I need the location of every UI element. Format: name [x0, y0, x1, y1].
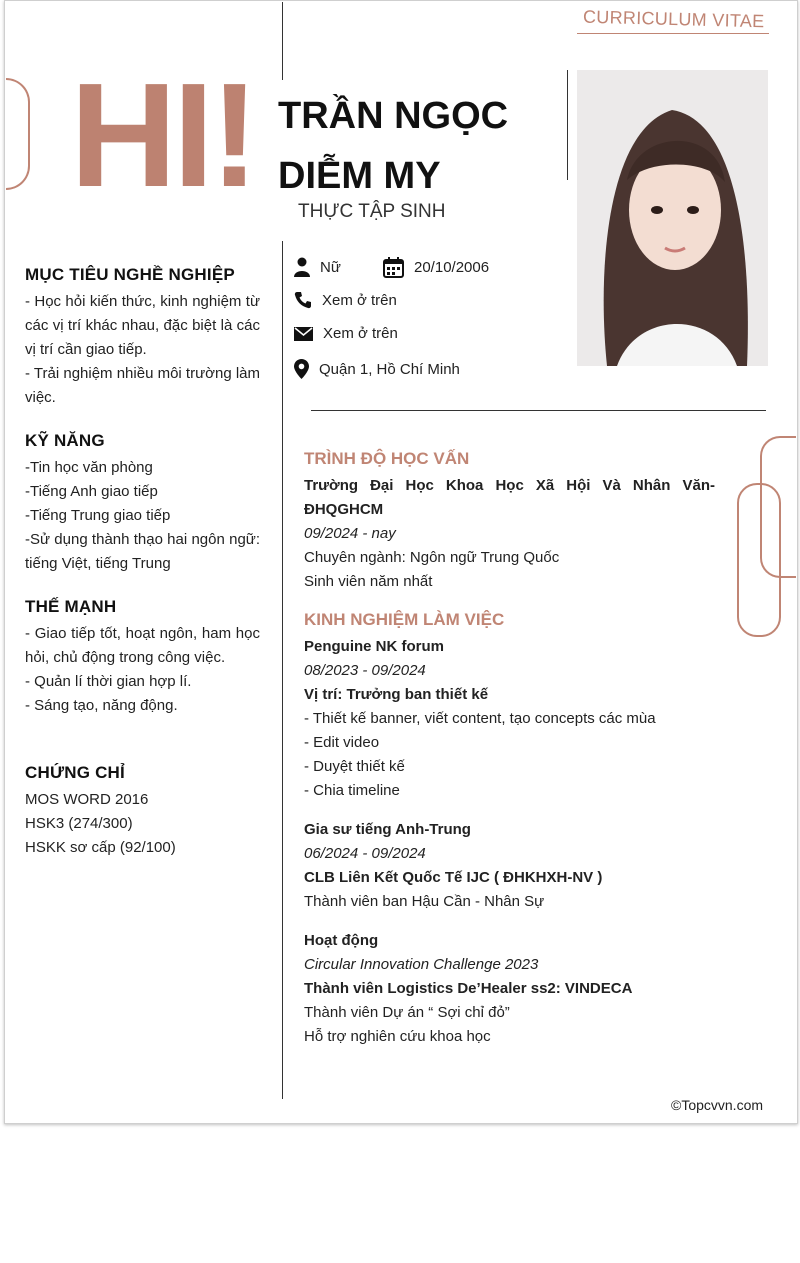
email-value: Xem ở trên — [323, 325, 398, 342]
strength-item: - Quản lí thời gian hợp lí. — [25, 673, 192, 690]
job2-org: CLB Liên Kết Quốc Tế IJC ( ĐHKHXH-NV ) — [304, 869, 603, 886]
address-row — [294, 359, 460, 379]
calendar-icon — [383, 257, 404, 278]
certificate-item: HSK3 (274/300) — [25, 815, 133, 832]
footer-credit: ©Topcvvn.com — [671, 1097, 764, 1113]
section-objective — [25, 263, 260, 410]
education-year: Sinh viên năm nhất — [304, 573, 433, 590]
activities-role: Thành viên Dự án “ Sợi chỉ đỏ” — [304, 1004, 510, 1021]
job1-task: - Edit video — [304, 734, 380, 751]
job2-role: Thành viên ban Hậu Cần - Nhân Sự — [304, 893, 545, 910]
job1-task: - Duyệt thiết kế — [304, 758, 405, 775]
phone-icon — [294, 291, 312, 309]
name-line-1: TRẦN NGỌC — [278, 95, 509, 137]
job2-period: 06/2024 - 09/2024 — [304, 845, 426, 862]
section-education — [304, 447, 715, 594]
job1-position: Vị trí: Trưởng ban thiết kế — [304, 686, 489, 703]
experience-title: KINH NGHIỆM LÀM VIỆC — [304, 610, 505, 629]
candidate-name — [278, 86, 568, 206]
phone-value: Xem ở trên — [322, 291, 397, 309]
section-experience — [304, 608, 715, 1049]
job1-task: - Chia timeline — [304, 782, 400, 799]
activities-title: Hoạt động — [304, 932, 379, 949]
birthday-value: 20/10/2006 — [414, 259, 490, 276]
section-strengths — [25, 595, 260, 718]
skill-item: -Tin học văn phòng — [25, 459, 153, 476]
name-line-2: DIỄM MY — [278, 155, 441, 197]
gender-value: Nữ — [320, 258, 341, 276]
objective-item: - Trải nghiệm nhiều môi trường làm việc. — [25, 365, 260, 406]
divider-main — [282, 241, 283, 1099]
email-row — [294, 325, 398, 342]
certificates-title: CHỨNG CHỈ — [25, 763, 125, 782]
objective-title: MỤC TIÊU NGHỀ NGHIỆP — [25, 265, 235, 284]
section-skills — [25, 429, 260, 576]
job1-period: 08/2023 - 09/2024 — [304, 662, 426, 679]
cv-label: CURRICULUM VITAE — [582, 6, 765, 32]
skills-title: KỸ NĂNG — [25, 431, 105, 450]
cv-label-underline — [577, 33, 769, 34]
user-icon — [294, 257, 310, 277]
education-period: 09/2024 - nay — [304, 525, 396, 542]
activities-role-bold: Thành viên Logistics De’Healer ss2: VINDECA — [304, 980, 633, 997]
decor-loop-right-2 — [737, 483, 781, 637]
job1-task: - Thiết kế banner, viết content, tạo concepts các mùa — [304, 710, 656, 727]
address-value: Quận 1, Hồ Chí Minh — [319, 360, 460, 378]
strength-item: - Giao tiếp tốt, hoạt ngôn, ham học hỏi, chủ động trong công việc. — [25, 625, 260, 666]
gender-row — [294, 257, 341, 277]
activities-event: Circular Innovation Challenge 2023 — [304, 956, 539, 973]
decor-loop-left — [6, 78, 30, 190]
mail-icon — [294, 327, 313, 341]
section-certificates — [25, 761, 260, 860]
skill-item: -Tiếng Trung giao tiếp — [25, 507, 171, 524]
objective-item: - Học hỏi kiến thức, kinh nghiệm từ các vị trí khác nhau, đặc biệt là các vị trí cần giao tiếp. — [25, 293, 260, 358]
education-title: TRÌNH ĐỘ HỌC VẤN — [304, 449, 470, 468]
hi-greeting: HI! — [70, 53, 256, 218]
divider-top — [282, 2, 283, 80]
strengths-title: THẾ MẠNH — [25, 597, 117, 616]
certificate-item: HSKK sơ cấp (92/100) — [25, 839, 176, 856]
profile-photo — [577, 70, 768, 366]
divider-info — [311, 410, 766, 411]
activities-role: Hỗ trợ nghiên cứu khoa học — [304, 1028, 491, 1045]
skill-item: -Sử dụng thành thạo hai ngôn ngữ: tiếng Việt, tiếng Trung — [25, 531, 260, 572]
strength-item: - Sáng tạo, năng động. — [25, 697, 178, 714]
certificate-item: MOS WORD 2016 — [25, 791, 149, 808]
education-school: Trường Đại Học Khoa Học Xã Hội Và Nhân Văn- ĐHQGHCM — [304, 477, 715, 518]
education-major: Chuyên ngành: Ngôn ngữ Trung Quốc — [304, 549, 560, 566]
location-icon — [294, 359, 309, 379]
job-title: THỰC TẬP SINH — [298, 201, 446, 222]
job2-company: Gia sư tiếng Anh-Trung — [304, 821, 471, 838]
skill-item: -Tiếng Anh giao tiếp — [25, 483, 158, 500]
birthday-row — [383, 257, 489, 278]
job1-company: Penguine NK forum — [304, 638, 445, 655]
phone-row — [294, 291, 397, 309]
